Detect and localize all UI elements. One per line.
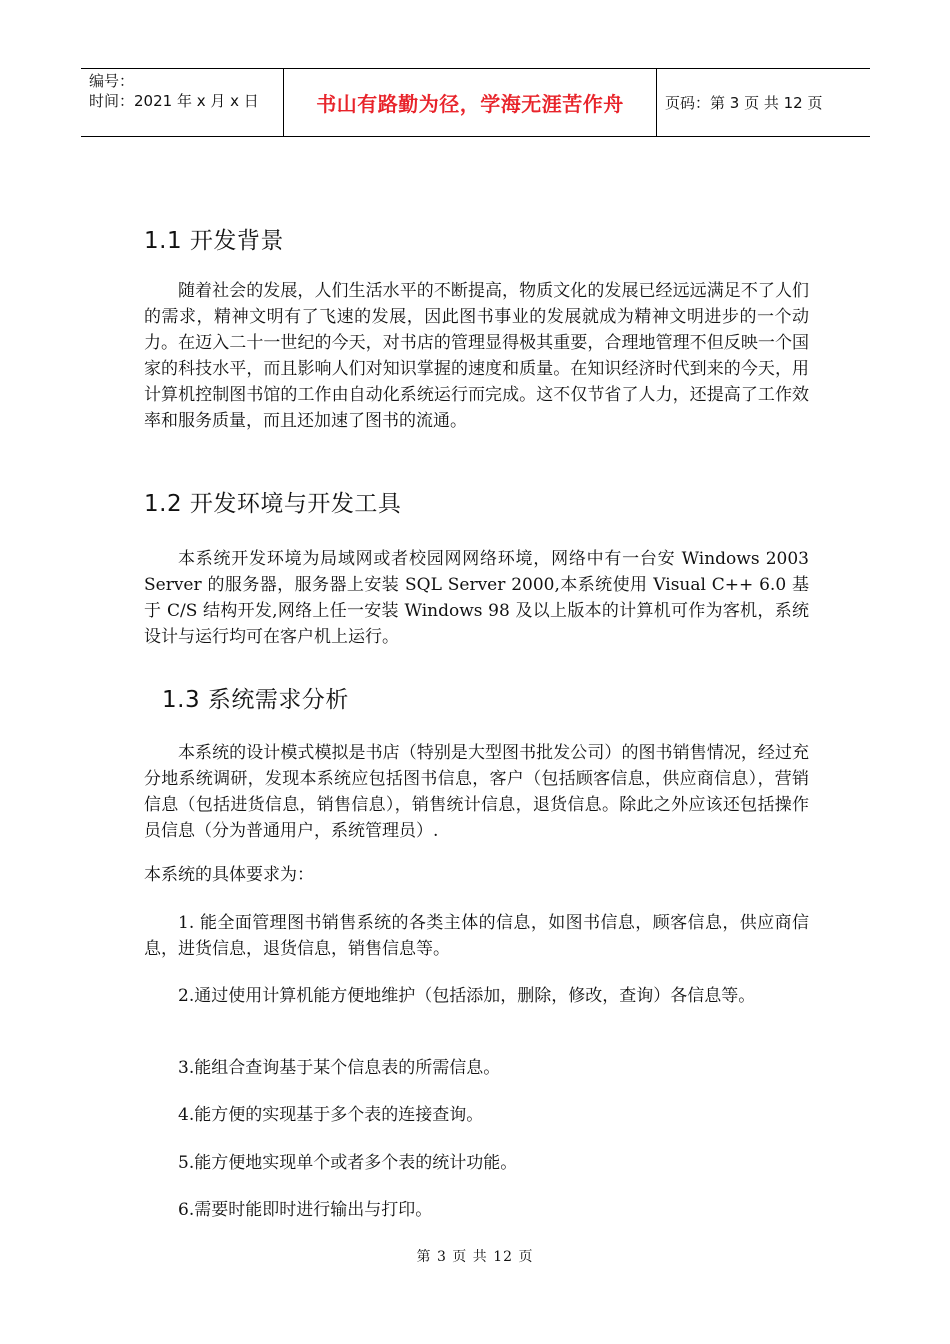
- requirement-item-1: 1. 能全面管理图书销售系统的各类主体的信息，如图书信息，顾客信息，供应商信息，进货信息，退货信息，销售信息等。: [144, 913, 809, 959]
- section-1-2-paragraph: 本系统开发环境为局域网或者校园网网络环境，网络中有一台安 Windows 2003 Server 的服务器，服务器上安装 SQL Server 2000,本系统使用 Visual C++ 6.0 基于 C/S 结构开发,网络上任一安装 Windows 98 及以上版本的计算机可作为客机，系统设计与运行均可在客户机上运行。: [144, 549, 809, 647]
- section-title-1-1: 1.1 开发背景: [144, 228, 284, 254]
- header-meta: [81, 69, 284, 136]
- page-header: [81, 68, 870, 137]
- header-page-info: 页码：第 3 页 共 12 页: [665, 94, 823, 112]
- requirement-item-6: 6.需要时能即时进行输出与打印。: [178, 1200, 433, 1220]
- section-1-1-paragraph: 随着社会的发展，人们生活水平的不断提高，物质文化的发展已经远远满足不了人们的需求，精神文明有了飞速的发展，因此图书事业的发展就成为精神文明进步的一个动力。在迈入二十一世纪的今天，对书店的管理显得极其重要，合理地管理不但反映一个国家的科技水平，而且影响人们对知识掌握的速度和质量。在知识经济时代到来的今天，用计算机控制图书馆的工作由自动化系统运行而完成。这不仅节省了人力，还提高了工作效率和服务质量，而且还加速了图书的流通。: [144, 281, 809, 431]
- section-title-1-3: 1.3 系统需求分析: [162, 687, 349, 713]
- header-motto: 书山有路勤为径，学海无涯苦作舟: [284, 69, 657, 136]
- page-footer: 第 3 页 共 12 页: [416, 1249, 534, 1265]
- requirement-item-3: 3.能组合查询基于某个信息表的所需信息。: [178, 1058, 501, 1078]
- section-title-1-2: 1.2 开发环境与开发工具: [144, 491, 402, 517]
- requirement-item-5: 5.能方便地实现单个或者多个表的统计功能。: [178, 1153, 518, 1173]
- requirements-intro: 本系统的具体要求为：: [144, 865, 314, 885]
- document-number-label: 编号：: [89, 72, 135, 90]
- section-1-3-paragraph: 本系统的设计模式模拟是书店（特别是大型图书批发公司）的图书销售情况，经过充分地系统调研，发现本系统应包括图书信息，客户（包括顾客信息，供应商信息），营销信息（包括进货信息，销售信息），销售统计信息，退货信息。除此之外应该还包括操作员信息（分为普通用户，系统管理员）.: [144, 743, 809, 841]
- document-time: 时间：2021 年 x 月 x 日: [89, 92, 259, 110]
- requirement-item-4: 4.能方便的实现基于多个表的连接查询。: [178, 1105, 484, 1125]
- requirement-item-2: 2.通过使用计算机能方便地维护（包括添加，删除，修改，查询）各信息等。: [178, 986, 756, 1006]
